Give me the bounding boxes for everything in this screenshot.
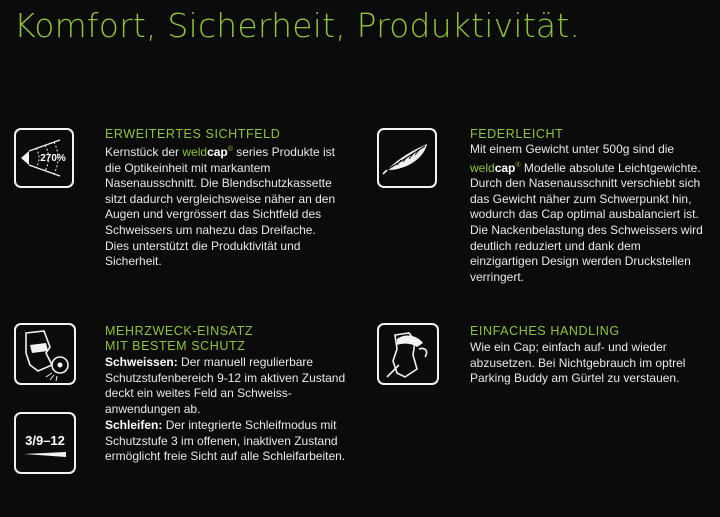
feature-title: ERWEITERTES SICHTFELD — [105, 127, 281, 141]
feather-icon — [377, 128, 437, 188]
shade-level-label: 3/9–12 — [25, 433, 65, 448]
feature-description: Mit einem Gewicht unter 500g sind die weldcap® Modelle absolute Leichtgewichte. Durch den Nasenausschnitt verschiebt sich das Gewicht näher zum Schwerpunkt hin, wodurch das Cap optimal ausbalanciert ist. Die Nackenbelastung des Schweissers wird deutlich reduziert und dank dem einzigartigen Design werden Druckstellen verringert. — [470, 142, 703, 284]
field-of-view-label: 270% — [40, 153, 66, 164]
feature-description: Wie ein Cap; einfach auf- und wieder abzusetzen. Bei Nichtgebrauch im optrel Parking Buddy am Gürtel zu verstauen. — [470, 340, 686, 386]
page-headline: Komfort, Sicherheit, Produktivität. — [14, 6, 581, 45]
feature-title: FEDERLEICHT — [470, 127, 564, 141]
feature-description-grinding: Schleifen: Der integrierte Schleifmodus mit Schutzstufe 3 im offenen, inaktiven Zustand ermöglicht freie Sicht auf alle Schleifarbeiten. — [105, 418, 346, 464]
shade-level-icon — [14, 412, 76, 474]
weldcap-brand: weldcap® — [470, 160, 521, 175]
grinding-welder-icon — [14, 323, 76, 385]
feature-title: EINFACHES HANDLING — [470, 324, 620, 338]
feature-subtitle: MIT BESTEM SCHUTZ — [105, 339, 246, 353]
weldcap-brand: weldcap® — [182, 145, 233, 159]
field-of-view-icon — [14, 128, 74, 188]
welder-cap-icon — [377, 323, 439, 385]
feature-description: Kernstück der weldcap® series Produkte ist die Optikeinheit mit markantem Nasenausschnitt. Die Blendschutzkassette sitzt dadurch vergleichsweise näher an den Augen und vergrössert das Sichtfeld des Schweissers um nahezu das Dreifache. Dies unterstützt die Produktivität und Sicherheit. — [105, 145, 336, 269]
feature-description-welding: Schweissen: Der manuell regulierbare Schutzstufenbereich 9-12 im aktiven Zustand deckt ein weites Feld an Schweissanwendungen ab. — [105, 355, 346, 416]
feature-title: MEHRZWECK-EINSATZ — [105, 324, 254, 338]
